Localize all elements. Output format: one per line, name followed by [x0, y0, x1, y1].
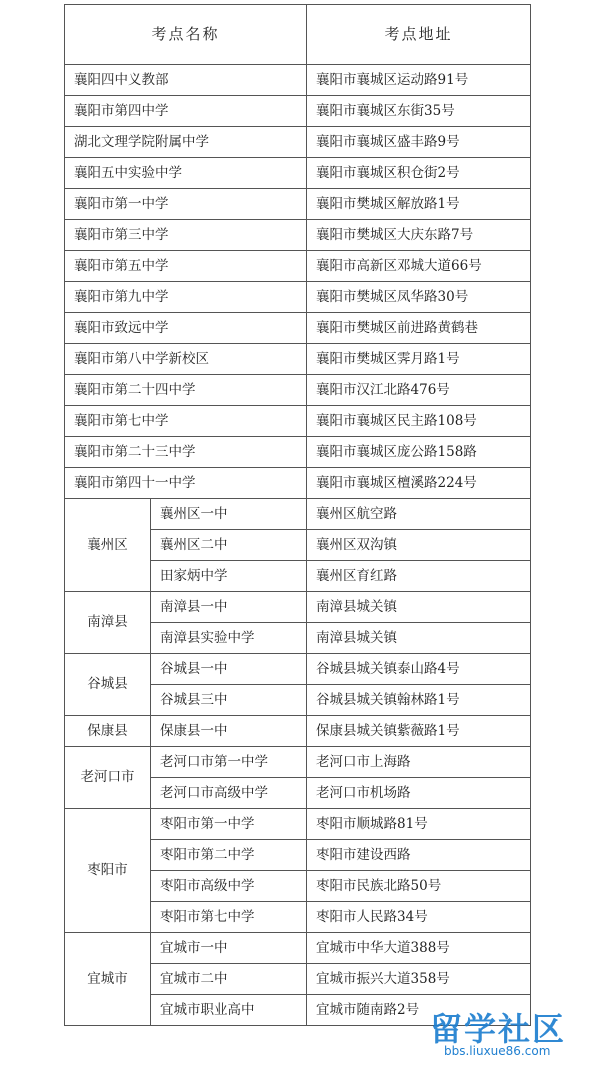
- table-row: [65, 220, 531, 251]
- region-cell: 枣阳市: [65, 809, 151, 933]
- venue-address: 枣阳市人民路34号: [307, 902, 531, 933]
- venue-address: 宜城市中华大道388号: [307, 933, 531, 964]
- table-body: [65, 65, 531, 1026]
- venue-name: 襄阳市第一中学: [65, 189, 307, 220]
- venue-name: 湖北文理学院附属中学: [65, 127, 307, 158]
- venue-address: 谷城县城关镇翰林路1号: [307, 685, 531, 716]
- venue-address: 宜城市随南路2号: [307, 995, 531, 1026]
- header-row: [65, 5, 531, 65]
- region-cell: 老河口市: [65, 747, 151, 809]
- venue-name: 老河口市高级中学: [151, 778, 307, 809]
- venue-address: 襄阳市高新区邓城大道66号: [307, 251, 531, 282]
- venue-name: 襄阳市第八中学新校区: [65, 344, 307, 375]
- venue-name: 襄阳市第三中学: [65, 220, 307, 251]
- venue-address: 保康县城关镇紫薇路1号: [307, 716, 531, 747]
- venue-name: 宜城市二中: [151, 964, 307, 995]
- venue-name: 襄阳市第七中学: [65, 406, 307, 437]
- table-row: [65, 96, 531, 127]
- venue-name: 枣阳市第一中学: [151, 809, 307, 840]
- table-row: [65, 189, 531, 220]
- venue-name: 襄阳四中义教部: [65, 65, 307, 96]
- venue-name: 襄阳市第二十三中学: [65, 437, 307, 468]
- table-row: [65, 468, 531, 499]
- site-watermark: [422, 1004, 593, 1066]
- venue-address: 襄阳市樊城区凤华路30号: [307, 282, 531, 313]
- exam-venue-table: [64, 4, 531, 1026]
- venue-name: 襄州区一中: [151, 499, 307, 530]
- watermark-url: bbs.liuxue86.com: [444, 1044, 551, 1058]
- region-cell: 南漳县: [65, 592, 151, 654]
- table-row: [65, 809, 531, 840]
- region-cell: 宜城市: [65, 933, 151, 1026]
- venue-address: 南漳县城关镇: [307, 623, 531, 654]
- venue-address: 襄州区航空路: [307, 499, 531, 530]
- venue-name: 枣阳市第七中学: [151, 902, 307, 933]
- venue-address: 襄阳市樊城区大庆东路7号: [307, 220, 531, 251]
- venue-address: 南漳县城关镇: [307, 592, 531, 623]
- venue-address: 襄阳市襄城区檀溪路224号: [307, 468, 531, 499]
- venue-address: 枣阳市顺城路81号: [307, 809, 531, 840]
- header-venue-name: 考点名称: [65, 5, 307, 65]
- table-row: [65, 313, 531, 344]
- region-cell: 谷城县: [65, 654, 151, 716]
- table-row: [65, 437, 531, 468]
- table-row: [65, 344, 531, 375]
- table-row: [65, 654, 531, 685]
- venue-name: 枣阳市第二中学: [151, 840, 307, 871]
- venue-address: 谷城县城关镇泰山路4号: [307, 654, 531, 685]
- venue-address: 襄阳市襄城区积仓街2号: [307, 158, 531, 189]
- venue-address: 襄阳市襄城区盛丰路9号: [307, 127, 531, 158]
- venue-name: 枣阳市高级中学: [151, 871, 307, 902]
- table-row: [65, 158, 531, 189]
- venue-name: 田家炳中学: [151, 561, 307, 592]
- venue-name: 南漳县一中: [151, 592, 307, 623]
- table-row: [65, 65, 531, 96]
- region-cell: 襄州区: [65, 499, 151, 592]
- venue-address: 襄阳市襄城区庞公路158路: [307, 437, 531, 468]
- venue-address: 襄阳市襄城区东街35号: [307, 96, 531, 127]
- venue-address: 枣阳市建设西路: [307, 840, 531, 871]
- venue-address: 老河口市上海路: [307, 747, 531, 778]
- table-row: [65, 251, 531, 282]
- venue-name: 南漳县实验中学: [151, 623, 307, 654]
- venue-address: 老河口市机场路: [307, 778, 531, 809]
- venue-name: 谷城县三中: [151, 685, 307, 716]
- table-row: [65, 499, 531, 530]
- venue-address: 襄阳市樊城区前进路黄鹤巷: [307, 313, 531, 344]
- region-cell: 保康县: [65, 716, 151, 747]
- venue-address: 襄州区双沟镇: [307, 530, 531, 561]
- venue-name: 襄阳五中实验中学: [65, 158, 307, 189]
- table-row: [65, 716, 531, 747]
- venue-name: 襄阳市致远中学: [65, 313, 307, 344]
- table-row: [65, 592, 531, 623]
- venue-name: 襄阳市第五中学: [65, 251, 307, 282]
- watermark-logo-text: 留学社区: [430, 1010, 567, 1048]
- venue-address: 襄阳市樊城区霁月路1号: [307, 344, 531, 375]
- table-row: [65, 406, 531, 437]
- header-venue-address: 考点地址: [307, 5, 531, 65]
- venue-address: 襄阳市樊城区解放路1号: [307, 189, 531, 220]
- venue-name: 襄阳市第二十四中学: [65, 375, 307, 406]
- venue-address: 襄阳市汉江北路476号: [307, 375, 531, 406]
- venue-name: 襄阳市第四中学: [65, 96, 307, 127]
- venue-name: 襄州区二中: [151, 530, 307, 561]
- table-row: [65, 933, 531, 964]
- venue-name: 保康县一中: [151, 716, 307, 747]
- venue-name: 宜城市职业高中: [151, 995, 307, 1026]
- table-row: [65, 282, 531, 313]
- table-row: [65, 375, 531, 406]
- venue-address: 襄阳市襄城区民主路108号: [307, 406, 531, 437]
- venue-name: 谷城县一中: [151, 654, 307, 685]
- venue-address: 襄阳市襄城区运动路91号: [307, 65, 531, 96]
- venue-address: 枣阳市民族北路50号: [307, 871, 531, 902]
- venue-address: 襄州区育红路: [307, 561, 531, 592]
- table-row: [65, 747, 531, 778]
- venue-name: 老河口市第一中学: [151, 747, 307, 778]
- table-row: [65, 127, 531, 158]
- venue-address: 宜城市振兴大道358号: [307, 964, 531, 995]
- venue-name: 宜城市一中: [151, 933, 307, 964]
- venue-name: 襄阳市第九中学: [65, 282, 307, 313]
- venue-name: 襄阳市第四十一中学: [65, 468, 307, 499]
